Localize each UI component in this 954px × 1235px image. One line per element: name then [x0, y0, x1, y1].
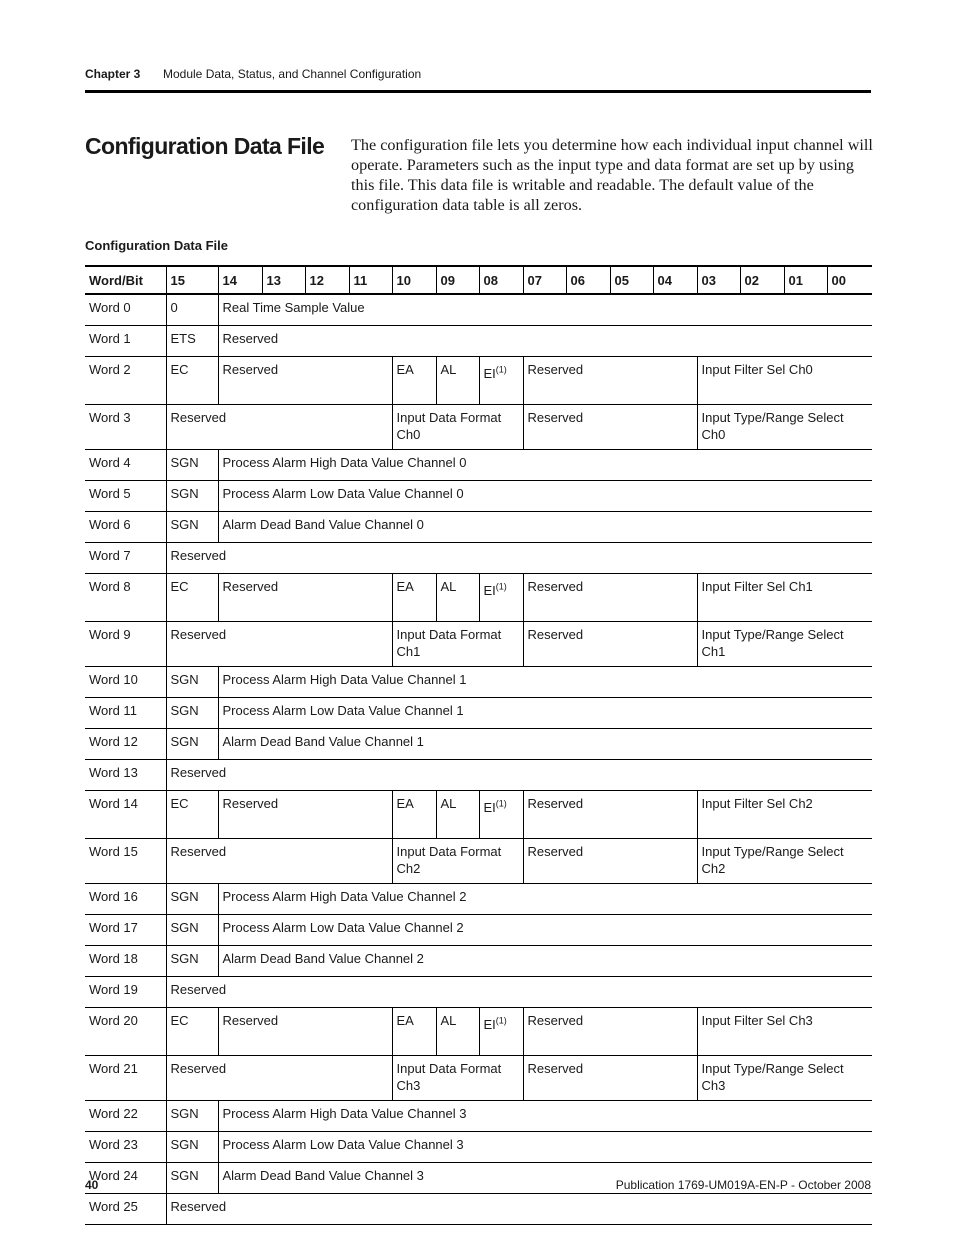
bit-field-cell: Reserved [523, 405, 697, 450]
chapter-label: Chapter 3 [85, 67, 141, 81]
table-row [85, 1194, 872, 1225]
footnote-mark: (1) [495, 581, 507, 592]
table-row [85, 294, 872, 326]
word-cell: Word 10 [85, 667, 166, 698]
bit-field-cell: Process Alarm High Data Value Channel 0 [218, 450, 872, 481]
bit-field-cell: Reserved [166, 1194, 872, 1225]
bit-field-cell: Reserved [166, 1056, 392, 1101]
word-cell: Word 21 [85, 1056, 166, 1101]
bit-field-cell: Input Data Format Ch2 [392, 839, 523, 884]
word-cell: Word 19 [85, 977, 166, 1008]
bit-field-cell [479, 357, 523, 405]
bit-field-cell: Reserved [218, 1008, 392, 1056]
bit-field-cell: SGN [166, 667, 218, 698]
bit-field-cell: Reserved [218, 791, 392, 839]
bit-field-cell: Reserved [166, 543, 872, 574]
bit-field-cell: SGN [166, 884, 218, 915]
bit-field-cell: Reserved [218, 357, 392, 405]
footnote-mark: (1) [495, 364, 507, 375]
column-header: 07 [523, 266, 566, 294]
bit-field-cell: Reserved [523, 1008, 697, 1056]
column-header: 08 [479, 266, 523, 294]
column-header: 01 [784, 266, 827, 294]
bit-field-cell: Reserved [523, 357, 697, 405]
bit-field-cell: Input Type/Range Select Ch1 [697, 622, 872, 667]
bit-field-cell: Reserved [218, 574, 392, 622]
word-cell: Word 12 [85, 729, 166, 760]
bit-field-cell: AL [436, 357, 479, 405]
bit-field-cell: EC [166, 1008, 218, 1056]
column-header: 11 [349, 266, 392, 294]
bit-field-cell: Process Alarm Low Data Value Channel 1 [218, 698, 872, 729]
bit-field-cell: SGN [166, 1163, 218, 1194]
chapter-title: Module Data, Status, and Channel Configuration [163, 67, 422, 81]
bit-field-cell: SGN [166, 729, 218, 760]
bit-field-cell: Process Alarm Low Data Value Channel 0 [218, 481, 872, 512]
bit-field-cell: EC [166, 357, 218, 405]
bit-field-cell: AL [436, 1008, 479, 1056]
table-row [85, 729, 872, 760]
table-row [85, 481, 872, 512]
word-cell: Word 13 [85, 760, 166, 791]
table-row [85, 1132, 872, 1163]
word-cell: Word 11 [85, 698, 166, 729]
footnote-mark: (1) [495, 1015, 507, 1026]
bit-field-cell: SGN [166, 698, 218, 729]
column-header: 14 [218, 266, 262, 294]
bit-field-cell: EA [392, 574, 436, 622]
bit-field-cell: Alarm Dead Band Value Channel 3 [218, 1163, 872, 1194]
table-row [85, 760, 872, 791]
word-cell: Word 6 [85, 512, 166, 543]
bit-field-cell: Input Filter Sel Ch3 [697, 1008, 872, 1056]
section-title: Configuration Data File [85, 133, 325, 159]
table-row [85, 622, 872, 667]
table-row [85, 698, 872, 729]
table-row [85, 884, 872, 915]
table-row [85, 791, 872, 839]
column-header: 09 [436, 266, 479, 294]
page-header [85, 66, 871, 93]
word-cell: Word 24 [85, 1163, 166, 1194]
column-header: 04 [653, 266, 697, 294]
bit-field-cell: AL [436, 574, 479, 622]
bit-field-cell: Input Type/Range Select Ch2 [697, 839, 872, 884]
bit-field-cell: Reserved [166, 760, 872, 791]
word-cell: Word 16 [85, 884, 166, 915]
table-row [85, 1101, 872, 1132]
bit-field-cell: Reserved [523, 574, 697, 622]
column-header: 15 [166, 266, 218, 294]
bit-field-cell: Input Data Format Ch0 [392, 405, 523, 450]
bit-field-cell: Process Alarm High Data Value Channel 3 [218, 1101, 872, 1132]
bit-field-cell: SGN [166, 946, 218, 977]
bit-field-cell: Reserved [166, 622, 392, 667]
bit-field-cell [479, 574, 523, 622]
bit-field-cell: Reserved [166, 977, 872, 1008]
bit-field-cell: Input Data Format Ch3 [392, 1056, 523, 1101]
word-cell: Word 7 [85, 543, 166, 574]
column-header: 05 [610, 266, 653, 294]
word-cell: Word 23 [85, 1132, 166, 1163]
bit-field-cell: Reserved [523, 622, 697, 667]
bit-field-cell: SGN [166, 1101, 218, 1132]
bit-field-cell: EA [392, 357, 436, 405]
word-cell: Word 0 [85, 294, 166, 326]
bit-field-cell: SGN [166, 915, 218, 946]
bit-field-cell: SGN [166, 512, 218, 543]
word-cell: Word 9 [85, 622, 166, 667]
ei-label: EI [483, 800, 496, 815]
word-cell: Word 20 [85, 1008, 166, 1056]
bit-field-cell: Reserved [166, 839, 392, 884]
table-row [85, 574, 872, 622]
table-row [85, 946, 872, 977]
word-cell: Word 15 [85, 839, 166, 884]
column-header: 10 [392, 266, 436, 294]
ei-label: EI [483, 1017, 496, 1032]
bit-field-cell: Reserved [523, 791, 697, 839]
configuration-data-table [85, 265, 872, 1225]
bit-field-cell: ETS [166, 326, 218, 357]
word-cell: Word 4 [85, 450, 166, 481]
table-row [85, 405, 872, 450]
column-header: 12 [305, 266, 349, 294]
bit-field-cell: Real Time Sample Value [218, 294, 872, 326]
bit-field-cell: Reserved [523, 1056, 697, 1101]
word-cell: Word 5 [85, 481, 166, 512]
table-row [85, 1008, 872, 1056]
ei-label: EI [483, 583, 496, 598]
table-row [85, 326, 872, 357]
column-header: 06 [566, 266, 610, 294]
bit-field-cell: EC [166, 791, 218, 839]
bit-field-cell: 0 [166, 294, 218, 326]
bit-field-cell: Process Alarm High Data Value Channel 1 [218, 667, 872, 698]
table-row [85, 915, 872, 946]
page-number: 40 [85, 1178, 99, 1192]
bit-field-cell: AL [436, 791, 479, 839]
table-row [85, 667, 872, 698]
bit-field-cell [479, 1008, 523, 1056]
bit-field-cell: Input Filter Sel Ch2 [697, 791, 872, 839]
bit-field-cell: Reserved [523, 839, 697, 884]
word-cell: Word 17 [85, 915, 166, 946]
word-cell: Word 3 [85, 405, 166, 450]
bit-field-cell: Input Filter Sel Ch1 [697, 574, 872, 622]
word-cell: Word 8 [85, 574, 166, 622]
bit-field-cell: SGN [166, 450, 218, 481]
bit-field-cell: Reserved [218, 326, 872, 357]
word-cell: Word 18 [85, 946, 166, 977]
table-row [85, 512, 872, 543]
ei-label: EI [483, 366, 496, 381]
bit-field-cell: Input Filter Sel Ch0 [697, 357, 872, 405]
intro-paragraph: The configuration file lets you determine how each individual input channel will operate. Parameters such as the input type and data format are set up by using this file. This data file is writable and readable. The default value of the configuration data table is all zeros. [351, 136, 873, 214]
bit-field-cell: EA [392, 1008, 436, 1056]
bit-field-cell: Reserved [166, 405, 392, 450]
word-cell: Word 25 [85, 1194, 166, 1225]
column-header: Word/Bit [85, 266, 166, 294]
publication-info: Publication 1769-UM019A-EN-P - October 2008 [615, 1178, 871, 1192]
column-header: 13 [262, 266, 305, 294]
word-cell: Word 2 [85, 357, 166, 405]
word-cell: Word 14 [85, 791, 166, 839]
bit-field-cell: Process Alarm High Data Value Channel 2 [218, 884, 872, 915]
bit-field-cell [479, 791, 523, 839]
bit-field-cell: Input Type/Range Select Ch3 [697, 1056, 872, 1101]
table-row [85, 450, 872, 481]
table-caption: Configuration Data File [85, 238, 228, 253]
bit-field-cell: EC [166, 574, 218, 622]
table-row [85, 839, 872, 884]
bit-field-cell: EA [392, 791, 436, 839]
bit-field-cell: Alarm Dead Band Value Channel 1 [218, 729, 872, 760]
column-header: 02 [740, 266, 784, 294]
bit-field-cell: SGN [166, 481, 218, 512]
table-header-row [85, 266, 872, 294]
bit-field-cell: Input Data Format Ch1 [392, 622, 523, 667]
word-cell: Word 1 [85, 326, 166, 357]
table-row [85, 1056, 872, 1101]
table-row [85, 977, 872, 1008]
bit-field-cell: Input Type/Range Select Ch0 [697, 405, 872, 450]
table-row [85, 543, 872, 574]
bit-field-cell: Alarm Dead Band Value Channel 0 [218, 512, 872, 543]
column-header: 00 [827, 266, 872, 294]
bit-field-cell: SGN [166, 1132, 218, 1163]
bit-field-cell: Alarm Dead Band Value Channel 2 [218, 946, 872, 977]
footnote-mark: (1) [495, 798, 507, 809]
table-row [85, 357, 872, 405]
bit-field-cell: Process Alarm Low Data Value Channel 2 [218, 915, 872, 946]
bit-field-cell: Process Alarm Low Data Value Channel 3 [218, 1132, 872, 1163]
word-cell: Word 22 [85, 1101, 166, 1132]
column-header: 03 [697, 266, 740, 294]
